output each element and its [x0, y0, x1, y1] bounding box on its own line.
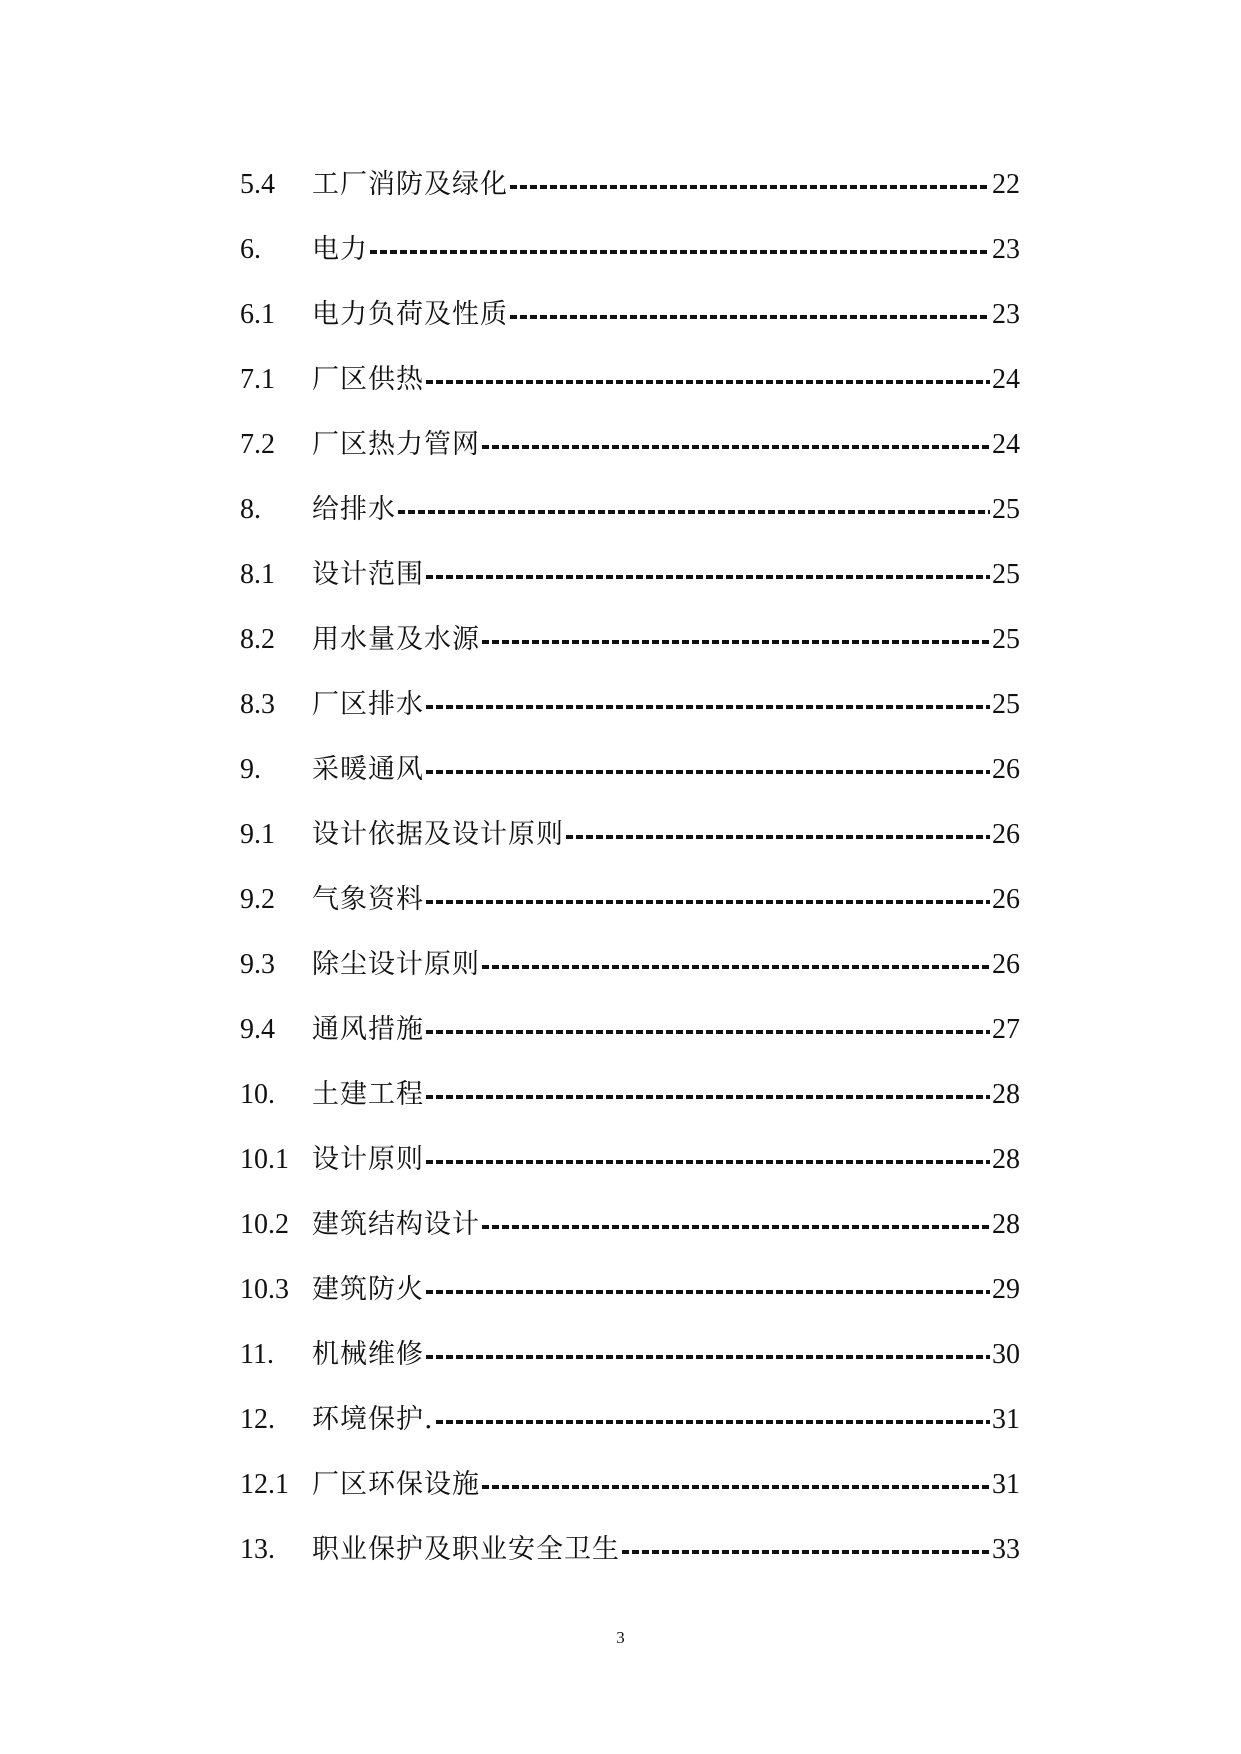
toc-entry-title: 气象资料: [312, 884, 424, 915]
toc-entry-number: 9.1: [240, 818, 275, 850]
toc-entry[interactable]: [240, 1452, 1020, 1517]
toc-entry-page: 24: [992, 428, 1020, 460]
toc-dash-leader: [426, 1160, 990, 1164]
toc-entry-title: 厂区环保设施: [312, 1469, 480, 1500]
toc-entry-number: 8.2: [240, 623, 275, 655]
toc-entry-number: 9.: [240, 753, 261, 785]
toc-entry-page: 28: [992, 1208, 1020, 1240]
toc-entry[interactable]: [240, 867, 1020, 932]
toc-entry[interactable]: [240, 282, 1020, 347]
toc-entry[interactable]: [240, 542, 1020, 607]
toc-entry-number: 12.1: [240, 1468, 289, 1500]
toc-entry[interactable]: [240, 1387, 1020, 1452]
toc-entry[interactable]: [240, 1517, 1020, 1582]
toc-dash-leader: [426, 380, 990, 384]
toc-entry[interactable]: [240, 932, 1020, 997]
toc-entry[interactable]: [240, 1127, 1020, 1192]
toc-entry[interactable]: [240, 477, 1020, 542]
toc-entry-page: 31: [992, 1468, 1020, 1500]
toc-entry-page: 23: [992, 298, 1020, 330]
toc-entry-number: 10.1: [240, 1143, 289, 1175]
toc-dash-leader: [482, 965, 990, 969]
toc-entry[interactable]: [240, 802, 1020, 867]
toc-dash-leader: [510, 185, 990, 189]
toc-entry[interactable]: [240, 607, 1020, 672]
toc-entry-title: 环境保护.: [312, 1404, 434, 1435]
table-of-contents: [240, 152, 1020, 1582]
toc-entry-title: 采暖通风: [312, 754, 424, 785]
toc-entry-title: 厂区排水: [312, 689, 424, 720]
toc-dash-leader: [566, 835, 990, 839]
toc-dash-leader: [482, 1485, 990, 1489]
toc-entry-page: 22: [992, 168, 1020, 200]
toc-dash-leader: [426, 705, 990, 709]
toc-entry-title: 设计依据及设计原则: [312, 819, 564, 850]
toc-entry-title: 机械维修: [312, 1339, 424, 1370]
toc-dash-leader: [398, 510, 990, 514]
toc-entry-title: 厂区热力管网: [312, 429, 480, 460]
toc-entry-title: 土建工程: [312, 1079, 424, 1110]
toc-dash-leader: [510, 315, 990, 319]
toc-entry[interactable]: [240, 152, 1020, 217]
toc-entry-page: 25: [992, 688, 1020, 720]
toc-entry-page: 26: [992, 883, 1020, 915]
toc-dash-leader: [482, 445, 990, 449]
toc-entry-page: 26: [992, 818, 1020, 850]
toc-entry-number: 6.: [240, 233, 261, 265]
toc-entry-number: 12.: [240, 1403, 275, 1435]
toc-entry-page: 28: [992, 1078, 1020, 1110]
toc-entry[interactable]: [240, 1192, 1020, 1257]
toc-entry-number: 5.4: [240, 168, 275, 200]
toc-entry-title: 建筑结构设计: [312, 1209, 480, 1240]
toc-entry-title: 给排水: [312, 494, 396, 525]
toc-dash-leader: [426, 770, 990, 774]
toc-dash-leader: [436, 1420, 990, 1424]
toc-entry-title: 电力负荷及性质: [312, 299, 508, 330]
toc-entry[interactable]: [240, 1257, 1020, 1322]
toc-entry-page: 28: [992, 1143, 1020, 1175]
toc-entry[interactable]: [240, 217, 1020, 282]
toc-dash-leader: [426, 1030, 990, 1034]
toc-entry-title: 设计原则: [312, 1144, 424, 1175]
toc-entry-page: 27: [992, 1013, 1020, 1045]
toc-entry-number: 7.1: [240, 363, 275, 395]
toc-entry-title: 厂区供热: [312, 364, 424, 395]
toc-entry-title: 设计范围: [312, 559, 424, 590]
toc-entry-title: 建筑防火: [312, 1274, 424, 1305]
toc-dash-leader: [370, 250, 990, 254]
toc-entry-page: 33: [992, 1533, 1020, 1565]
toc-dash-leader: [622, 1550, 990, 1554]
toc-entry[interactable]: [240, 672, 1020, 737]
toc-entry-number: 10.2: [240, 1208, 289, 1240]
toc-entry-number: 8.: [240, 493, 261, 525]
toc-entry-number: 13.: [240, 1533, 275, 1565]
toc-entry[interactable]: [240, 737, 1020, 802]
toc-dash-leader: [426, 1355, 990, 1359]
toc-entry-page: 25: [992, 558, 1020, 590]
toc-entry-page: 31: [992, 1403, 1020, 1435]
toc-entry[interactable]: [240, 997, 1020, 1062]
toc-entry[interactable]: [240, 412, 1020, 477]
toc-entry[interactable]: [240, 347, 1020, 412]
toc-entry-number: 11.: [240, 1338, 274, 1370]
toc-entry-number: 9.2: [240, 883, 275, 915]
toc-entry-title: 通风措施: [312, 1014, 424, 1045]
toc-entry-number: 7.2: [240, 428, 275, 460]
toc-entry-page: 23: [992, 233, 1020, 265]
toc-dash-leader: [426, 900, 990, 904]
toc-entry-page: 30: [992, 1338, 1020, 1370]
toc-entry-page: 24: [992, 363, 1020, 395]
toc-dash-leader: [426, 575, 990, 579]
toc-entry-number: 6.1: [240, 298, 275, 330]
toc-entry-page: 25: [992, 493, 1020, 525]
toc-entry-title: 电力: [312, 234, 368, 265]
toc-dash-leader: [426, 1290, 990, 1294]
toc-entry-number: 10.3: [240, 1273, 289, 1305]
toc-dash-leader: [482, 640, 990, 644]
toc-entry-title: 工厂消防及绿化: [312, 169, 508, 200]
toc-entry[interactable]: [240, 1062, 1020, 1127]
toc-entry-page: 25: [992, 623, 1020, 655]
toc-entry-page: 26: [992, 948, 1020, 980]
toc-entry-number: 10.: [240, 1078, 275, 1110]
toc-entry-title: 职业保护及职业安全卫生: [312, 1534, 620, 1565]
toc-entry[interactable]: [240, 1322, 1020, 1387]
toc-entry-number: 8.1: [240, 558, 275, 590]
toc-entry-title: 用水量及水源: [312, 624, 480, 655]
toc-entry-page: 29: [992, 1273, 1020, 1305]
toc-entry-page: 26: [992, 753, 1020, 785]
toc-entry-title: 除尘设计原则: [312, 949, 480, 980]
toc-dash-leader: [482, 1225, 990, 1229]
toc-entry-number: 9.4: [240, 1013, 275, 1045]
toc-entry-number: 9.3: [240, 948, 275, 980]
toc-dash-leader: [426, 1095, 990, 1099]
toc-entry-number: 8.3: [240, 688, 275, 720]
page-number: 3: [616, 1628, 625, 1647]
